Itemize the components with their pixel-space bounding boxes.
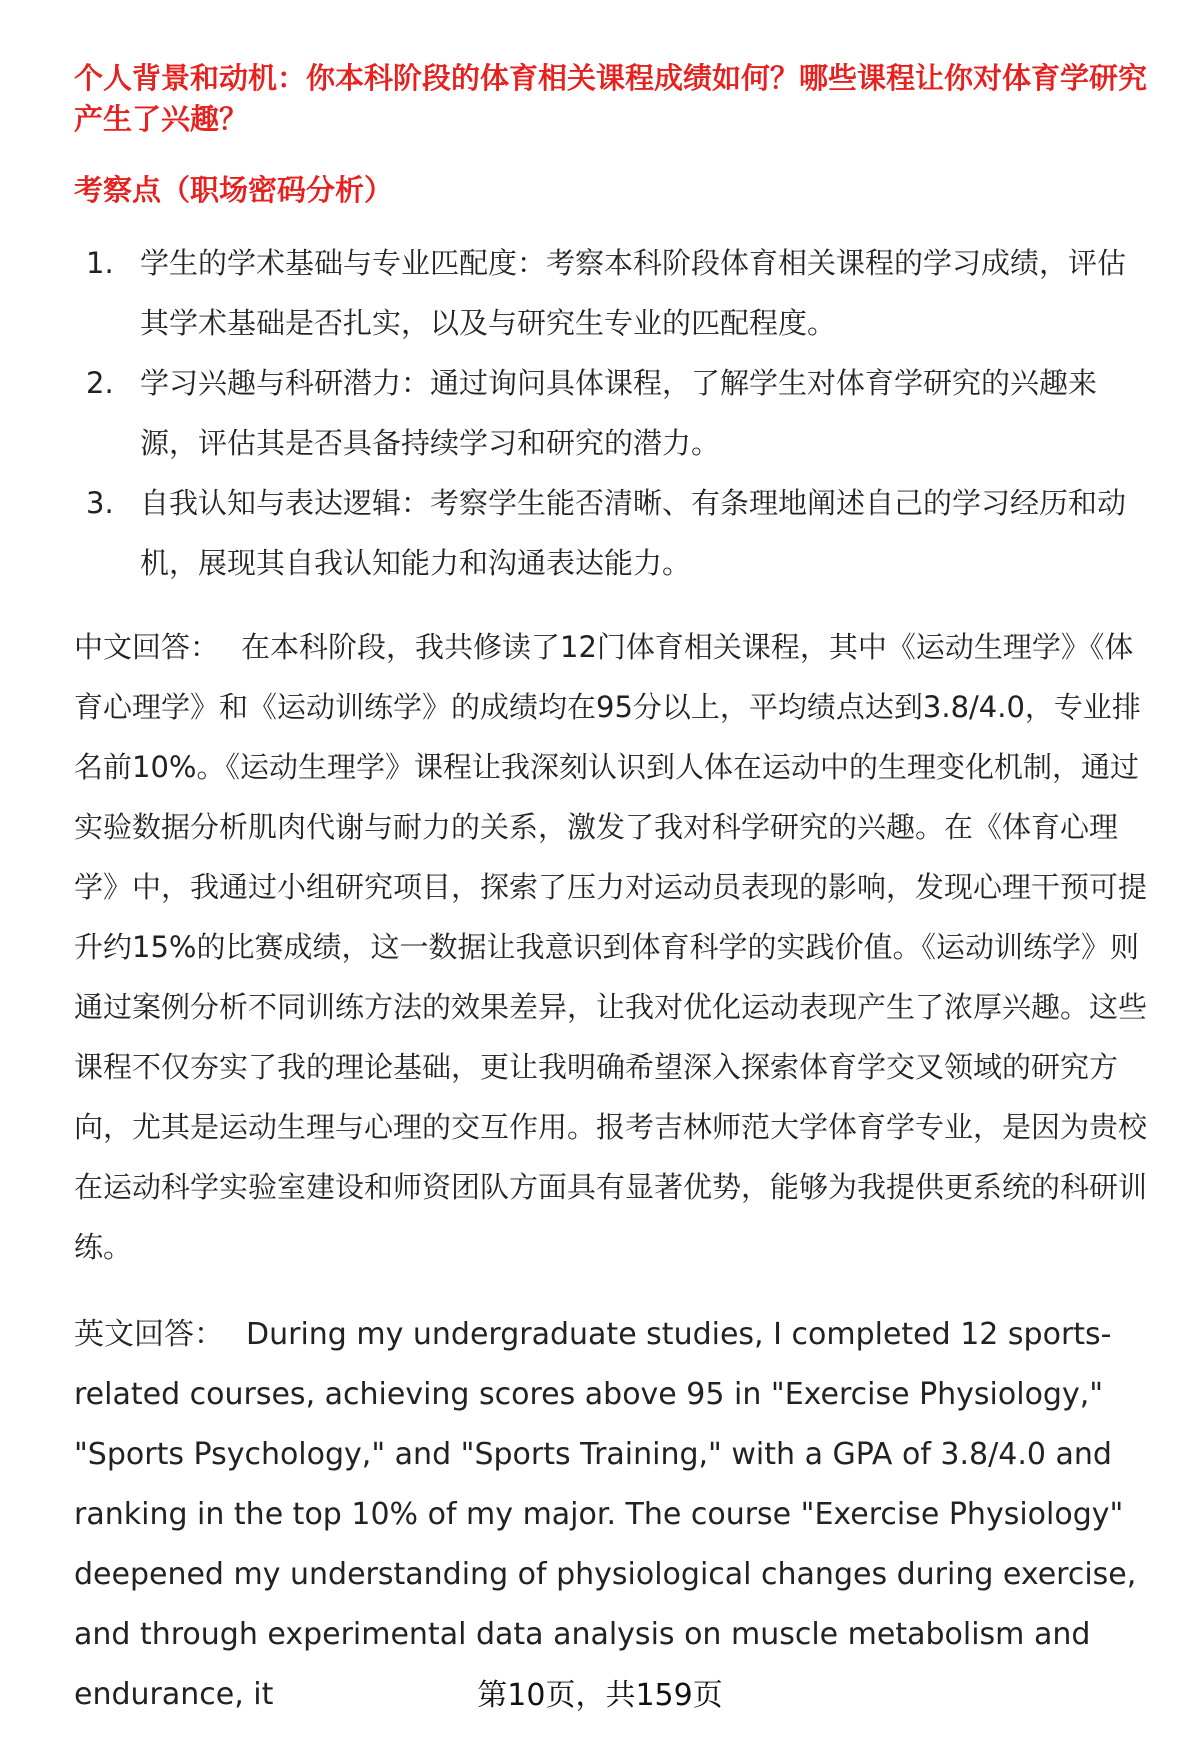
list-item-number: 3.: [86, 486, 114, 520]
page-number-footer: 第10页，共159页: [477, 1678, 723, 1713]
chinese-answer-text: 在本科阶段，我共修读了12门体育相关课程，其中《运动生理学》《体育心理学》和《运动训练学》的成绩均在95分以上，平均绩点达到3.8/4.0，专业排名前10%。《运动生理学》课程让我深刻认识到人体在运动中的生理变化机制，通过实验数据分析肌肉代谢与耐力的关系，激发了我对科学研究的兴趣。在《体育心理学》中，我通过小组研究项目，探索了压力对运动员表现的影响，发现心理干预可提升约15%的比赛成绩，这一数据让我意识到体育科学的实践价值。《运动训练学》则通过案例分析不同训练方法的效果差异，让我对优化运动表现产生了浓厚兴趣。这些课程不仅夯实了我的理论基础，更让我明确希望深入探索体育学交叉领域的研究方向，尤其是运动生理与心理的交互作用。报考吉林师范大学体育学专业，是因为贵校在运动科学实验室建设和师资团队方面具有显著优势，能够为我提供更系统的科研训练。: [74, 630, 1148, 1264]
list-item: [74, 353, 1154, 473]
assessment-points-list: [74, 233, 1154, 593]
list-item-text: 学习兴趣与科研潜力：通过询问具体课程，了解学生对体育学研究的兴趣来源，评估其是否具备持续学习和研究的潜力。: [140, 366, 1098, 460]
section-title: 考察点（职场密码分析）: [74, 173, 394, 207]
english-answer-text: During my undergraduate studies, I completed 12 sports-related courses, achieving scores above 95 in "Exercise Physiology," "Sports Psychology," and "Sports Training," with a GPA of 3.8/4.0 and ranking in the top 10% of my major. The course "Exercise Physiology" deepened my understanding of physiological changes during exercise, and through experimental data analysis on muscle metabolism and endurance, it: [74, 1317, 1137, 1712]
english-answer-paragraph: [74, 1305, 1154, 1725]
list-item-number: 2.: [86, 366, 114, 400]
list-item-text: 自我认知与表达逻辑：考察学生能否清晰、有条理地阐述自己的学习经历和动机，展现其自我认知能力和沟通表达能力。: [140, 486, 1127, 580]
document-page: [74, 58, 1154, 1725]
question-heading: 个人背景和动机：你本科阶段的体育相关课程成绩如何？哪些课程让你对体育学研究产生了兴趣？: [74, 61, 1148, 136]
english-answer-label: 英文回答：: [74, 1317, 224, 1352]
chinese-answer-label: 中文回答：: [74, 630, 220, 664]
list-item: [74, 473, 1154, 593]
list-item-number: 1.: [86, 246, 114, 280]
list-item-text: 学生的学术基础与专业匹配度：考察本科阶段体育相关课程的学习成绩，评估其学术基础是否扎实，以及与研究生专业的匹配程度。: [140, 246, 1127, 340]
list-item: [74, 233, 1154, 353]
chinese-answer-paragraph: [74, 617, 1154, 1277]
